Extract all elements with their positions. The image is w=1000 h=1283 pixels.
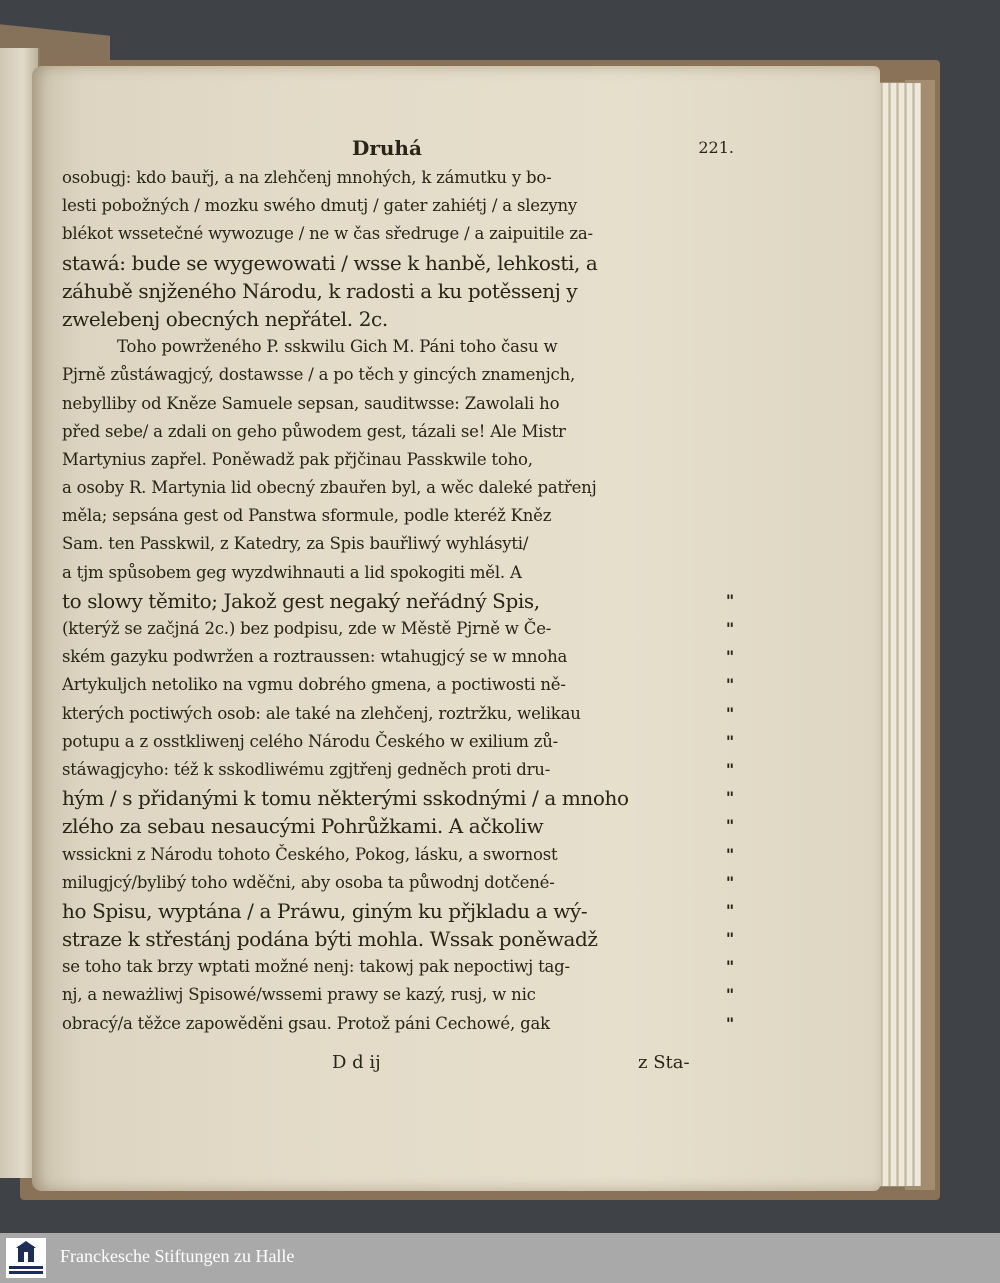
- quote-mark: ": [725, 703, 735, 723]
- text-line: wssickni z Národu tohoto Českého, Pokog, lásku, a swornost: [62, 844, 558, 864]
- quote-mark: ": [725, 647, 735, 667]
- text-line: stawá: bude se wygewowati / wsse k hanbě, lehkosti, a: [62, 250, 598, 275]
- margin-quote-marks: [712, 164, 748, 1038]
- margin-spacer: [712, 220, 748, 248]
- text-line: nebylliby od Kněze Samuele sepsan, sauditwsse: Zawolali ho: [62, 393, 560, 413]
- text-line: se toho tak brzy wptati možné nenj: takowj pak nepoctiwj tag-: [62, 957, 570, 977]
- text-line: lesti pobožných / mozku swého dmutj / gater zahiétj / a slezyny: [62, 196, 578, 216]
- quote-mark: ": [725, 759, 735, 779]
- text-line: (kterýž se začjná 2c.) bez podpisu, zde w Městě Pjrně w Če-: [62, 619, 552, 638]
- text-line: milugjcý/bylibý toho wděčni, aby osoba ta půwodnj dotčené-: [62, 872, 555, 892]
- page-header: [62, 136, 734, 162]
- margin-spacer: [712, 502, 748, 530]
- margin-spacer: [712, 474, 748, 502]
- text-line: obracý/a těžce zapowěděni gsau. Protož páni Cechowé, gak: [62, 1013, 550, 1033]
- quote-mark: ": [725, 788, 735, 808]
- institution-banner: [0, 1233, 1000, 1283]
- text-line: hým / s přidanými k tomu některými sskodnými / a mnoho: [62, 786, 629, 811]
- text-line: zlého za sebau nesaucými Pohrůžkami. A ačkoliw: [62, 814, 544, 839]
- margin-spacer: [712, 192, 748, 220]
- quote-mark: ": [725, 900, 735, 920]
- text-line: Pjrně zůstáwagjcý, dostawsse / a po těch y gincých znamenjch,: [62, 365, 576, 385]
- text-line: straze k střestánj podána býti mohla. Wssak poněwadž: [62, 927, 598, 952]
- text-line: a tjm spůsobem geg wyzdwihnauti a lid spokogiti měl. A: [62, 562, 522, 582]
- margin-spacer: [712, 305, 748, 333]
- running-head: Druhá: [352, 136, 422, 160]
- margin-spacer: [712, 164, 748, 192]
- catchword: z Sta-: [638, 1052, 690, 1073]
- margin-spacer: [712, 361, 748, 389]
- page-number: 221.: [698, 138, 734, 157]
- text-line: blékot wssetečné wywozuge / ne w čas sředruge / a zaipuitile za-: [62, 224, 593, 244]
- franckesche-logo-icon: [6, 1238, 46, 1278]
- margin-spacer: [712, 446, 748, 474]
- quote-mark: ": [725, 816, 735, 836]
- quote-mark: ": [725, 619, 735, 638]
- margin-spacer: [712, 249, 748, 277]
- margin-spacer: [712, 277, 748, 305]
- page-footer: [62, 1052, 722, 1078]
- margin-spacer: [712, 559, 748, 587]
- body-text: [62, 164, 722, 1038]
- quote-mark: ": [725, 929, 735, 949]
- text-line: záhubě snjženého Národu, k radosti a ku potěssenj y: [62, 278, 578, 303]
- text-line: ho Spisu, wyptána / a Práwu, giným ku přjkladu a wý-: [62, 898, 588, 923]
- text-line: Sam. ten Passkwil, z Katedry, za Spis bauřliwý wyhlásyti/: [62, 534, 529, 554]
- text-line: zwelebenj obecných nepřátel. 2c.: [62, 306, 388, 331]
- quote-mark: ": [725, 985, 735, 1005]
- text-line: Artykuljch netoliko na vgmu dobrého gmena, a poctiwosti ně-: [62, 675, 566, 695]
- text-line: měla; sepsána gest od Panstwa sformule, podle kteréž Kněz: [62, 506, 552, 526]
- text-line: stáwagjcyho: též k sskodliwému zgjtřenj gedněch proti dru-: [62, 759, 551, 779]
- margin-spacer: [712, 418, 748, 446]
- quote-mark: ": [725, 675, 735, 695]
- text-line: ském gazyku podwržen a roztraussen: wtahugjcý se w mnoha: [62, 647, 568, 667]
- margin-spacer: [712, 390, 748, 418]
- quote-mark: ": [725, 957, 735, 977]
- quote-mark: ": [725, 844, 735, 864]
- quote-mark: ": [725, 1013, 735, 1033]
- text-line: osobugj: kdo bauřj, a na zlehčenj mnohých, k zámutku y bo-: [62, 168, 552, 187]
- text-line: před sebe/ a zdali on geho půwodem gest, tázali se! Ale Mistr: [62, 421, 566, 441]
- signature-mark: D d ij: [332, 1052, 381, 1073]
- quote-mark: ": [725, 731, 735, 751]
- text-line: to slowy těmito; Jakož gest negaký neřádný Spis,: [62, 588, 540, 613]
- text-line: nj, a neważliwj Spisowé/wssemi prawy se kazý, rusj, w nic: [62, 985, 536, 1005]
- text-line: a osoby R. Martynia lid obecný zbauřen byl, a wěc daleké patřenj: [62, 478, 597, 498]
- quote-mark: ": [725, 590, 735, 610]
- text-line: potupu a z osstkliwenj celého Národu Českého w exilium zů-: [62, 731, 559, 751]
- text-line: Martynius zapřel. Poněwadž pak přjčinau Passkwile toho,: [62, 449, 533, 469]
- margin-spacer: [712, 530, 748, 558]
- institution-name: Franckesche Stiftungen zu Halle: [60, 1246, 295, 1266]
- quote-mark: ": [725, 872, 735, 892]
- margin-spacer: [712, 333, 748, 361]
- text-line: Toho powrženého P. sskwilu Gich M. Páni toho času w: [117, 337, 558, 357]
- text-line: kterých poctiwých osob: ale také na zlehčenj, roztržku, welikau: [62, 703, 581, 723]
